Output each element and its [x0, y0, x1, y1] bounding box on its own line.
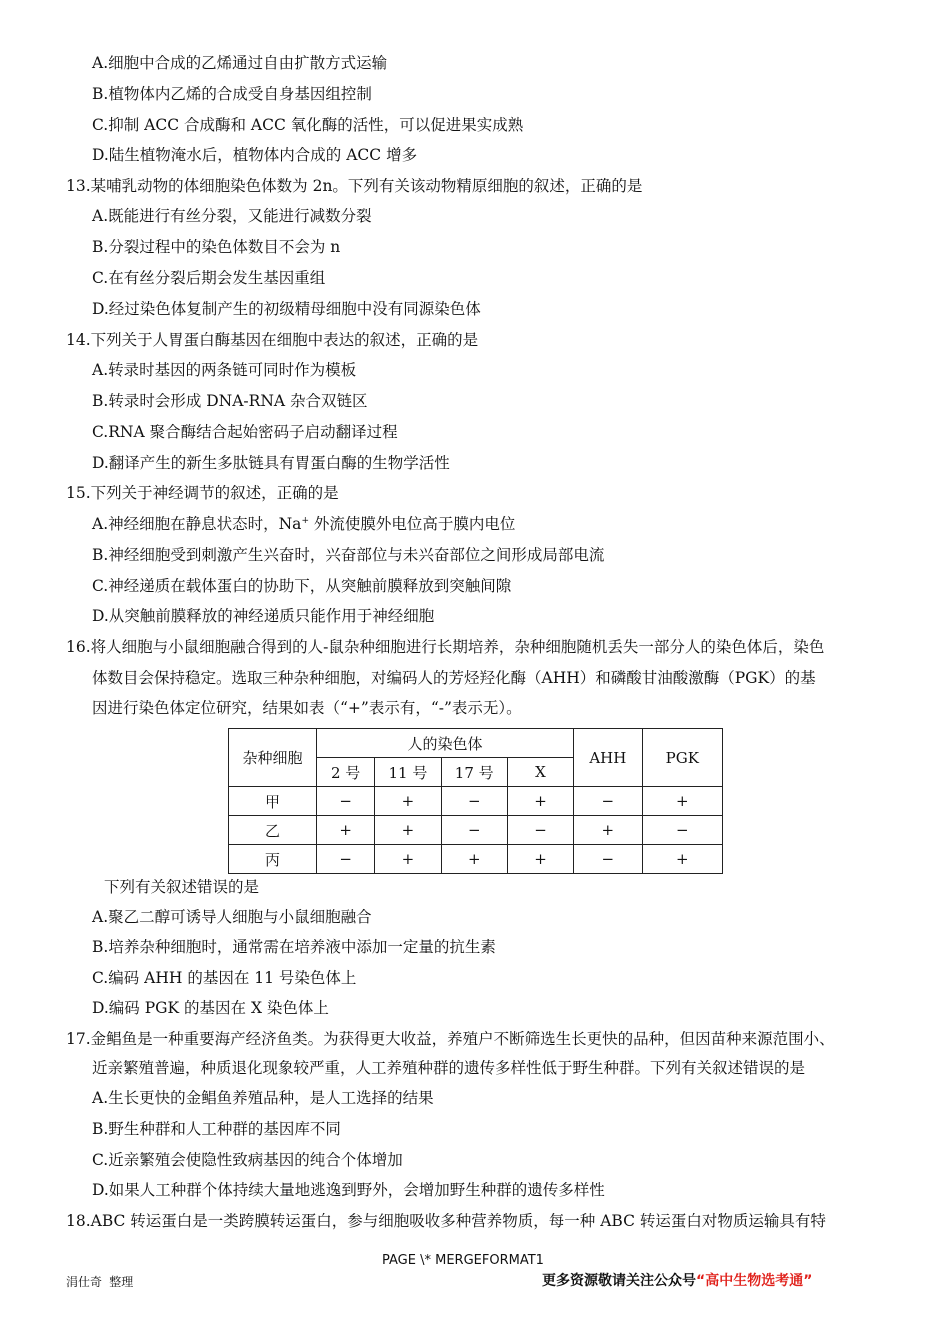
q14-option-d: D.翻译产生的新生多肽链具有胃蛋白酶的生物学活性 — [92, 454, 450, 472]
footer-promo-account: “高中生物选考通” — [696, 1273, 813, 1289]
q12-option-c: C.抑制 ACC 合成酶和 ACC 氧化酶的活性，可以促进果实成熟 — [92, 116, 524, 134]
q16-option-c: C.编码 AHH 的基因在 11 号染色体上 — [92, 969, 357, 987]
table-cell: + — [574, 816, 643, 845]
q13-option-c: C.在有丝分裂后期会发生基因重组 — [92, 269, 326, 287]
table-row — [229, 787, 723, 816]
q16-option-d: D.编码 PGK 的基因在 X 染色体上 — [92, 999, 329, 1017]
q15-stem: 15.下列关于神经调节的叙述，正确的是 — [66, 484, 339, 502]
footer-author: 涓仕奇 整理 — [66, 1275, 134, 1289]
header-pgk: PGK — [642, 729, 722, 787]
q15-option-c: C.神经递质在载体蛋白的协助下，从突触前膜释放到突触间隙 — [92, 577, 512, 595]
q16-option-a: A.聚乙二醇可诱导人细胞与小鼠细胞融合 — [92, 908, 372, 926]
table-row — [229, 816, 723, 845]
header-human-chromosome: 人的染色体 — [316, 729, 573, 758]
q17-option-b: B.野生种群和人工种群的基因库不同 — [92, 1120, 341, 1138]
q16-stem-line3: 因进行染色体定位研究，结果如表（“+”表示有，“-”表示无）。 — [92, 699, 522, 717]
table-cell: − — [574, 787, 643, 816]
q17-option-d: D.如果人工种群个体持续大量地逃逸到野外，会增加野生种群的遗传多样性 — [92, 1181, 605, 1199]
q16-stem-line2: 体数目会保持稳定。选取三种杂种细胞，对编码人的芳烃羟化酶（AHH）和磷酸甘油酸激酶（PGK）的基 — [92, 669, 816, 687]
q16-stem-line1: 16.将人细胞与小鼠细胞融合得到的人-鼠杂种细胞进行长期培养，杂种细胞随机丢失一部分人的染色体后，染色 — [66, 638, 825, 656]
q16-option-b: B.培养杂种细胞时，通常需在培养液中添加一定量的抗生素 — [92, 938, 496, 956]
q12-option-d: D.陆生植物淹水后，植物体内合成的 ACC 增多 — [92, 146, 418, 164]
superscript-plus: + — [301, 515, 309, 526]
table-row — [229, 845, 723, 874]
q17-stem-line2: 近亲繁殖普遍，种质退化现象较严重，人工养殖种群的遗传多样性低于野生种群。下列有关叙述错误的是 — [92, 1059, 806, 1077]
q12-option-b: B.植物体内乙烯的合成受自身基因组控制 — [92, 85, 372, 103]
q14-option-a: A.转录时基因的两条链可同时作为模板 — [92, 361, 357, 379]
q15-option-a — [92, 514, 515, 534]
q13-option-a: A.既能进行有丝分裂，又能进行减数分裂 — [92, 207, 372, 225]
table-cell: − — [316, 845, 374, 874]
q13-option-b: B.分裂过程中的染色体数目不会为 n — [92, 238, 341, 256]
row-label: 丙 — [229, 845, 317, 874]
header-chrom-x: X — [507, 758, 573, 787]
q15-option-a-text-rest: 外流使膜外电位高于膜内电位 — [308, 515, 516, 533]
q16-subquestion: 下列有关叙述错误的是 — [104, 878, 260, 896]
row-label: 甲 — [229, 787, 317, 816]
q14-option-b: B.转录时会形成 DNA-RNA 杂合双链区 — [92, 392, 368, 410]
page-field-code: PAGE \* MERGEFORMAT1 — [382, 1253, 544, 1268]
table-cell: + — [316, 816, 374, 845]
header-chrom-17: 17 号 — [441, 758, 507, 787]
table-cell: − — [574, 845, 643, 874]
table-cell: − — [316, 787, 374, 816]
q13-option-d: D.经过染色体复制产生的初级精母细胞中没有同源染色体 — [92, 300, 481, 318]
q12-option-a: A.细胞中合成的乙烯通过自由扩散方式运输 — [92, 54, 388, 72]
table-cell: + — [375, 787, 441, 816]
table-cell: + — [507, 787, 573, 816]
table-cell: − — [441, 787, 507, 816]
header-chrom-2: 2 号 — [316, 758, 374, 787]
header-chrom-11: 11 号 — [375, 758, 441, 787]
footer-promo — [542, 1270, 812, 1290]
chromosome-table — [228, 728, 723, 874]
q15-option-b: B.神经细胞受到刺激产生兴奋时，兴奋部位与未兴奋部位之间形成局部电流 — [92, 546, 605, 564]
table-cell: + — [375, 816, 441, 845]
q13-stem: 13.某哺乳动物的体细胞染色体数为 2n。下列有关该动物精原细胞的叙述，正确的是 — [66, 177, 643, 195]
q15-option-a-text: A.神经细胞在静息状态时，Na — [92, 515, 302, 533]
q17-option-a: A.生长更快的金鲳鱼养殖品种，是人工选择的结果 — [92, 1089, 434, 1107]
table-cell: − — [642, 816, 722, 845]
table-cell: + — [375, 845, 441, 874]
table-cell: − — [441, 816, 507, 845]
q18-stem-line1: 18.ABC 转运蛋白是一类跨膜转运蛋白，参与细胞吸收多种营养物质，每一种 ABC 转运蛋白对物质运输具有特 — [66, 1212, 826, 1230]
q17-stem-line1: 17.金鲳鱼是一种重要海产经济鱼类。为获得更大收益，养殖户不断筛选生长更快的品种，但因苗种来源范围小、 — [66, 1030, 835, 1048]
table-cell: + — [507, 845, 573, 874]
header-hybrid-cell: 杂种细胞 — [229, 729, 317, 787]
table-cell: + — [441, 845, 507, 874]
q14-stem: 14.下列关于人胃蛋白酶基因在细胞中表达的叙述，正确的是 — [66, 331, 479, 349]
q14-option-c: C.RNA 聚合酶结合起始密码子启动翻译过程 — [92, 423, 398, 441]
table-cell: + — [642, 845, 722, 874]
q15-option-d: D.从突触前膜释放的神经递质只能作用于神经细胞 — [92, 607, 435, 625]
q17-option-c: C.近亲繁殖会使隐性致病基因的纯合个体增加 — [92, 1151, 403, 1169]
table-cell: − — [507, 816, 573, 845]
table-cell: + — [642, 787, 722, 816]
row-label: 乙 — [229, 816, 317, 845]
header-ahh: AHH — [574, 729, 643, 787]
footer-promo-text: 更多资源敬请关注公众号 — [542, 1273, 696, 1289]
